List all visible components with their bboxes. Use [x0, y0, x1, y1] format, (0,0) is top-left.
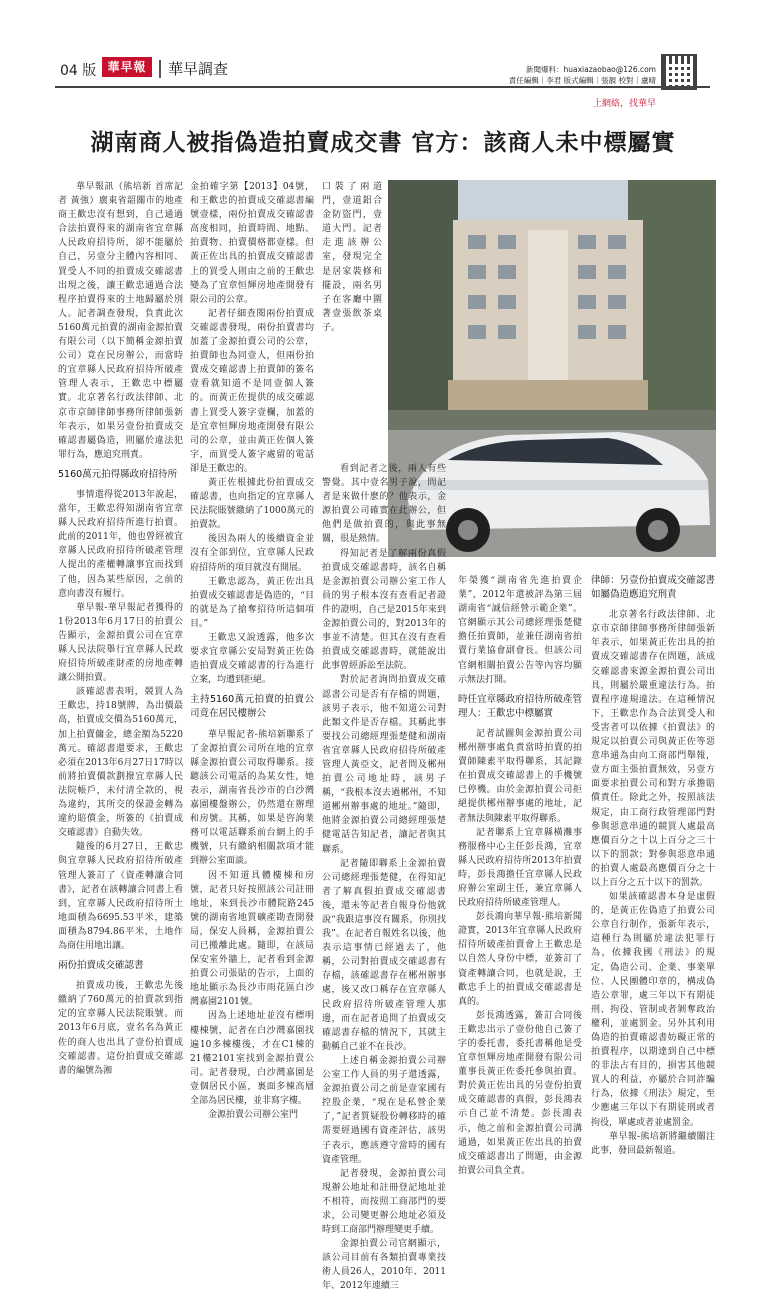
paragraph: 黃正佐根據此份拍賣成交確認書，也向指定的宜章縣人民法院賬號繳納了1000萬元的拍賣款。 [190, 477, 314, 531]
paragraph: 得知記者是了解兩份真假拍賣成交確認書時，該名自稱是金源拍賣公司辦公室工作人員的男子根本沒有查看記者證件的證明，自己是2015年來到金源拍賣公司的，對2013年的事並不清楚。但其在沒有查看拍賣成交確認書時，就能說出此事曾經訴訟至法院。 [322, 548, 446, 672]
subheading: 兩份拍賣成交確認書 [58, 960, 144, 972]
newspaper-logo: 華早報 [102, 57, 152, 77]
page-header [0, 0, 766, 109]
paragraph: 口裝了兩道門，壹道鋁合金防盜門，壹道大門。記者走進該辦公室，發現完全是居家裝修和擺設，兩名男子在客廳中圍著壹張飲茶桌子。 [322, 182, 382, 333]
paragraph: 華早報記者-熊培新聯系了了金源拍賣公司所在地的宜章縣金源拍賣公司取得聯系。接聽該公司電話的為某女性，她表示，湖南省長沙市的白沙灣嘉園樓盤辦公，仍然還在辦理和房號。其稱，如果是咨詢業務可以電話聯系前台網上的手機號，只有繳納相關款項才能到辦公室面談。 [190, 729, 314, 867]
paragraph: 金源拍賣公司官網顯示，該公司目前有各類拍賣專業技術人員26人，2010年、2011年、2012年連續三 [322, 1239, 446, 1292]
paragraph: 彭長鴻向華早報-熊培新聞證實，2013年宜章縣人民政府招待所破產拍賣會上王歡忠是以自然人身份中標，並簽訂了資產轉讓合同，也就是說，王歡忠手上的拍賣成交確認書是真的。 [458, 912, 582, 1007]
paragraph: 事情還得從2013年說起，當年，王歡忠得知湖南省宜章縣人民政府招待所進行拍賣。此前的2011年，他也曾經被宜章縣人民政府招待所破產管理人提出的產權轉讓事宜而找到了他，因為某些原因，之前的意向書沒有履行。 [58, 489, 183, 599]
paragraph: 該確認書表明，競買人為王歡忠，持18號牌，為出價最高，拍賣成交價為5160萬元，加上拍賣傭金，總金額為5220萬元。確認書還要求，王歡忠必須在2013年6月27日17時以前將拍賣價款劃撥宜章縣人民法院帳戶，未付清全款的，視為違約，其所交的保證金轉為違約賠償金，所簽的《拍賣成交確認書》自動失效。 [58, 687, 183, 839]
article-headline: 湖南商人被指偽造拍賣成交書 官方：該商人未中標屬實 [90, 130, 676, 156]
paragraph: 看到記者之後，兩人有些警覺。其中壹名男子說，問記者是來做什麽的？他表示，金源拍賣公司確實在此辦公，但他們是做拍賣的，與此事無關，很是熱情。 [322, 464, 446, 545]
header-rule [55, 86, 710, 88]
paragraph: 對於記者詢問拍賣成交確認書公司是否有存檔的問題，該男子表示，他不知道公司對此類文件是否存檔。其稱此事要找公司總經理張楚健和湖南省宜章縣人民政府招待所破產管理人黃亞文，記者問及郴州拍賣公司地址時，該男子稱，“我根本沒去過郴州，不知道郴州辦事處的地址。”隨即，他將金源拍賣公司總經理張楚健電話告知記者，讓記者與其聯系。 [322, 675, 446, 855]
paragraph: 華早報-華早報記者獲得的1份2013年6月17日的拍賣公告顯示，金源拍賣公司在宜章縣人民法院舉行宜章縣人民政府招待所破產財產的房地產轉讓公開拍賣。 [58, 602, 183, 684]
page-number: 04 版 [60, 63, 97, 79]
paragraph: 記者隨即聯系上金源拍賣公司總經理張楚健，在得知記者了解真假拍賣成交確認書後，還未等記者自報身份他就說“我跟這事沒有關系，你別找我”。在記者自報姓名以後，他表示這事情已經過去了，他稱，公司對拍賣成交確認書有存檔，該確認書存在郴州辦事處，後又改口稱存在宜章縣人民政府招待所破產管理人那邊，而在記者追問了拍賣成交確認書存檔的情況下，其就主動稱自己並不在長沙。 [322, 858, 446, 1052]
slogan: 上網絡，找華早 [592, 99, 656, 109]
paragraph: 因為上述地址並沒有標明樓棟號，記者在白沙灣嘉園找遍10多棟樓後，才在C1棟的21樓2101室找到金源拍賣公司。記者發現，白沙灣嘉園是壹個居民小區，裏面多棟高層全部為居民樓，並非寫字樓。 [190, 1011, 314, 1106]
paragraph: 記者聯系上宜章縣橫灘事務服務中心主任彭長鴻，宜章縣人民政府招待所2013年拍賣時，彭長鴻擔任宜章縣人民政府辦公室副主任，兼宜章縣人民政府招待所破產管理人。 [458, 827, 582, 909]
qr-code-icon[interactable] [661, 54, 697, 90]
paragraph: 記者仔細查閱兩份拍賣成交確認書發現，兩份拍賣書均加蓋了金源拍賣公司的公章，拍賣師也為同壹人，但兩份拍賣成交確認書上拍賣師的簽名壹看就知道不是同壹個人簽的。而黃正佐提供的成交確認書上買受人簽字壹欄，加蓋的是宜章恒輝房地產開發有限公司的公章，並由黃正佐個人簽字，而買受人簽字處留的電話卻是王歡忠的。 [190, 308, 314, 474]
header-divider [159, 60, 161, 78]
paragraph: 彭長鴻透露，簽訂合同後王歡忠出示了壹份他自己簽了字的委托書，委托書稱他是受宜章恒輝房地產開發有限公司董事長黃正佐委托參與拍賣。對於黃正佐出具的另壹份拍賣成交確認書的真假，彭長鴻表示自己並不清楚。彭長鴻表示，他之前和金源拍賣公司溝通過，如果黃正佐出具的拍賣成交確認書出了問題，由金源拍賣公司負全責。 [458, 1010, 582, 1176]
subheading: 5160萬元拍得縣政府招待所 [58, 468, 178, 480]
paragraph: 華早報-熊培新將繼續關注此事，發回最新報道。 [591, 1131, 715, 1156]
column-1 [58, 180, 183, 1078]
subheading: 主持5160萬元拍賣的拍賣公司竟在居民樓辦公 [190, 694, 314, 720]
paragraph: 王歡忠又說透露，他多次要求宜章縣公安局對黃正佐偽造拍賣成交確認書的行為進行立案，均遭到拒絕。 [190, 633, 314, 686]
editor-credits: 責任編輯｜李君 版式編輯｜張靚 校對｜盧晴 [508, 76, 656, 85]
column-4 [458, 574, 582, 1178]
section-title: 華早調查 [168, 60, 229, 78]
paragraph: 金源拍賣公司辦公室門 [208, 1110, 299, 1121]
paragraph: 因不知道具體樓棟和房號，記者只好按照該公司註冊地址，來到長沙市體院路245號的湖南省地質礦產勘查開發局，保安人員稱，金源拍賣公司已搬離此處。隨即，在該局保安室外牆上，記者看到金源拍賣公司張貼的告示，上面的地址顯示為長沙市雨花區白沙灣嘉園2101號。 [190, 870, 314, 1008]
column-5 [591, 574, 715, 1158]
paragraph: 隨後的6月27日，王歡忠與宜章縣人民政府招待所破產管理人簽訂了《資產轉讓合同書》，記者在該轉讓合同書上看到，宜章縣人民政府招待所土地面積為6695.53平米，建築面積為8794.86平米，土地作為商住用地出讓。 [58, 842, 183, 951]
paragraph: 金拍確字第【2013】04號，和王歡忠的拍賣成交確認書編號壹樣，兩份拍賣成交確認書高度相同，拍賣時間、地點、拍賣物、拍賣價格都壹樣。但黃正佐出具的拍賣成交確認書上的買受人則由之前的王歡忠變為了宜章恒輝房地產開發有限公司的公章。 [190, 182, 314, 305]
paragraph: 拍賣成功後，王歡忠先後繳納了760萬元的拍賣款到指定的宜章縣人民法院賬號。而2013年6月底，壹名名為黃正佐的商人也出具了壹份拍賣成交確認書。這份拍賣成交確認書的編號為湘 [58, 981, 183, 1076]
column-2 [190, 180, 314, 1122]
paragraph: 年榮獲“湖南省先進拍賣企業”，2012年還被評為第三屆湖南省“誠信經營示範企業”。官網顯示其公司總經理張楚健擔任拍賣師，並兼任湖南省拍賣行業協會副會長。但該公司官網相關拍賣公告等內容均顯示無法打開。 [458, 576, 582, 685]
paragraph: 上述自稱金源拍賣公司辦公室工作人員的男子還透露，金源拍賣公司之前是壹家國有控股企業，“現在是私營企業了，”記者質疑股份轉移時的確需要經過國有資產評估，該男子表示，應該遵守當時的國有資產管理。 [322, 1055, 446, 1165]
paragraph: 華早報訊（熊培新 首席記者 黃強）廣東省韶關市的地產商王歡忠沒有想到，自己通過合法拍賣得來的湖南省宜章縣人民政府招待所，卻不能屬於自己，另壹分主體內容相同、買受人不同的拍賣成交確認書出現之後，讓王歡忠通過合法程序拍賣得來的土地歸屬於別人。記者調查發現，負責此次5160萬元拍賣的湖南金源拍賣有限公司（以下簡稱金源拍賣公司）竟在民房辦公，而當時的宜章縣人民政府招待所破產管理人表示，王歡忠中標屬實。北京著名行政法律師、北京市京師律師事務所律師張新年表示，如果另壹份拍賣成交確認書屬偽造，則屬於違法犯罪行為，應追究刑責。 [58, 182, 183, 460]
contact-email: 新聞爆料：huaxiazaobao@126.com [525, 65, 656, 74]
paragraph: 後因為兩人的後續資金並沒有全部到位，宜章縣人民政府招待所的項目就沒有開展。 [190, 534, 314, 573]
paragraph: 王歡忠認為，黃正佐出具拍賣成交確認書是偽造的，“目的就是為了搶奪招待所這個項目。” [190, 576, 314, 629]
subheading: 律師：另壹份拍賣成交確認書如屬偽造應追究刑責 [591, 575, 715, 601]
column-3-top [322, 180, 382, 335]
column-3 [322, 462, 446, 1294]
subheading: 時任宜章縣政府招待所破產管理人：王歡忠中標屬實 [458, 693, 582, 719]
paragraph: 如果該確認書本身是虛假的，是黃正佐偽造了拍賣公司公章自行制作，張新年表示，這種行為則屬於違法犯罪行為，依據我國《刑法》的規定，偽造公司、企業、事業單位、人民團體印章的，構成偽造公章罪，處三年以下有期徒刑、拘役、管制或者剝奪政治權利，並處罰金。另外其利用偽造的拍賣確認書妨礙正常的拍賣程序，以期達到自己中標的非法占有目的，損害其他競買人的利益，亦屬於合同詐騙行為，依據《刑法》規定，至少應處三年以下有期徒刑或者拘役，單處或者並處罰金。 [591, 892, 715, 1128]
contact-info [509, 64, 656, 86]
paragraph: 記者發現，金源拍賣公司現辦公地址和註冊登記地址並不相符，而按照工商部門的要求，公司變更辦公地址必須及時到工商部門辦理變更手續。 [322, 1168, 446, 1236]
paragraph: 記者試圖與金源拍賣公司郴州辦事處負責當時拍賣的拍賣師陳素平取得聯系，其記錄在拍賣成交確認書上的手機號已停機。由於金源拍賣公司拒絕提供郴州辦事處的地址，記者無法與陳素平取得聯系。 [458, 728, 582, 824]
paragraph: 北京著名行政法律師、北京市京師律師事務所律師張新年表示，如果黃正佐出具的拍賣成交確認書存在問題，該成交確認書來源金源拍賣公司出具，則屬於嚴重違法行為。拍賣程序違規違法。在這種情況下，王歡忠作為合法買受人和受害者可以依據《拍賣法》的規定以拍賣公司與黃正佐等惡意串通為由向工商部門舉報，壹方面主張拍賣無效，另壹方面要求拍賣公司和對方承擔賠償責任。除此之外，按照該法規定，由工商行政管理部門對參與惡意串通的競買人處最高應價百分之十以上百分之三十以下的罰款；對參與惡意串通的拍賣人處最高應價百分之十以上百分之五十以下的罰款。 [591, 610, 715, 888]
